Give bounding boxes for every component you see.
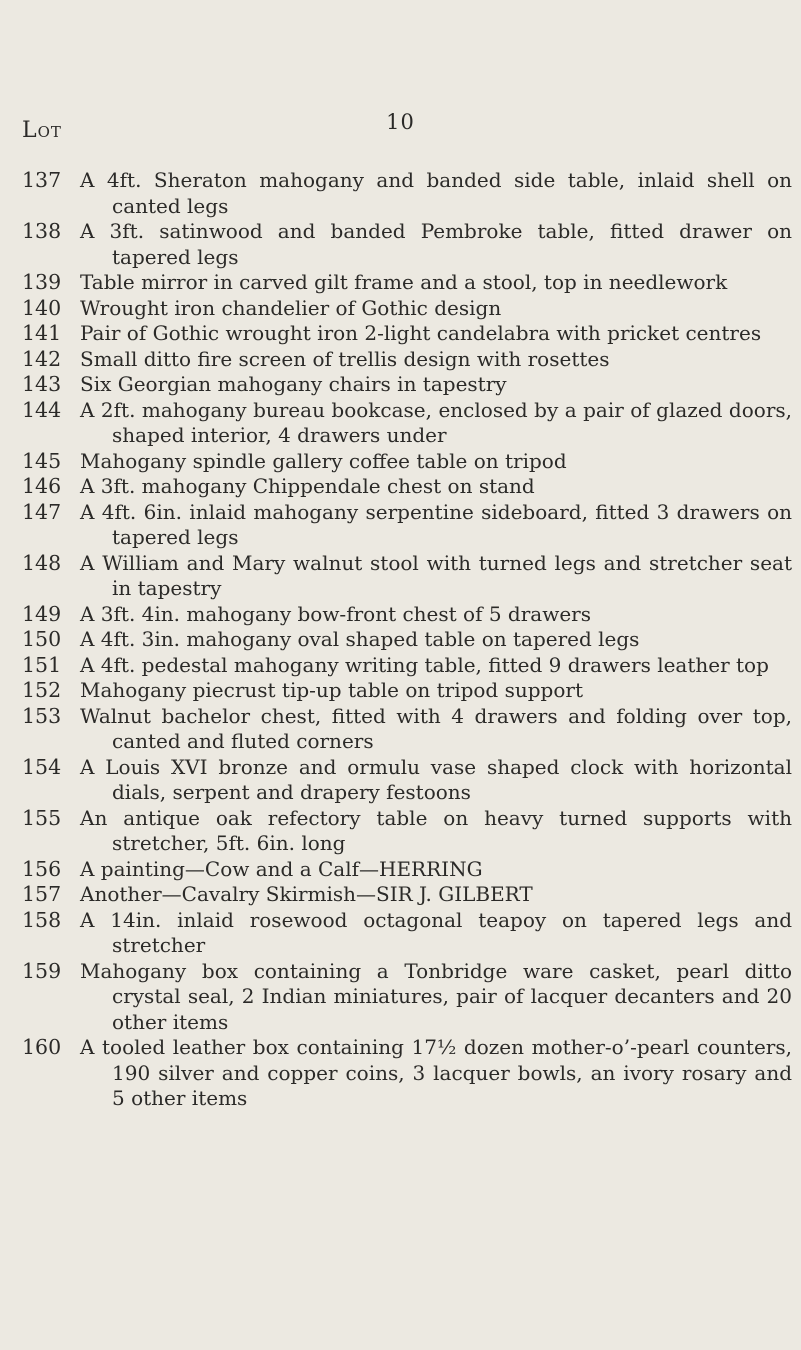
lot-entry: [22, 347, 792, 373]
lot-entry: [22, 296, 792, 322]
lot-description: A tooled leather box containing 17½ dozen mother-o’-pearl counters, 190 silver and copper coins, 3 lacquer bowls, an ivory rosary and 5 other items: [80, 1035, 792, 1110]
lot-description: A 4ft. 3in. mahogany oval shaped table on tapered legs: [80, 627, 640, 651]
lot-entry: [22, 959, 792, 1036]
lot-number: 147: [22, 499, 62, 524]
lot-description: Mahogany box containing a Tonbridge ware casket, pearl ditto crystal seal, 2 Indian miniatures, pair of lacquer decanters and 20 other items: [80, 958, 792, 1034]
lot-description: A painting—Cow and a Calf—HERRING: [80, 856, 483, 881]
lot-description: Pair of Gothic wrought iron 2-light candelabra with pricket centres: [80, 321, 762, 345]
lot-entry: [22, 857, 792, 883]
lot-entry: [22, 321, 792, 347]
lot-number: 139: [22, 270, 62, 294]
lot-entry: [22, 372, 792, 398]
lot-number: 160: [22, 1035, 62, 1059]
lot-entry: [22, 882, 792, 908]
lot-description: Mahogany spindle gallery coffee table on tripod: [80, 448, 567, 473]
lot-description: A 4ft. pedestal mahogany writing table, fitted 9 drawers leather top: [80, 652, 769, 677]
lot-number: 155: [22, 805, 62, 830]
lot-number: 151: [22, 652, 62, 677]
lot-entry: [22, 908, 792, 959]
lot-number: 141: [22, 321, 62, 345]
lot-entry: [22, 168, 792, 219]
lot-number: 152: [22, 678, 62, 702]
lot-entry: [22, 627, 792, 653]
lot-entry: [22, 551, 792, 602]
lot-number: 154: [22, 754, 62, 779]
lot-description: An antique oak refectory table on heavy turned supports with stretcher, 5ft. 6in. long: [80, 805, 792, 855]
lot-description: Walnut bachelor chest, fitted with 4 drawers and folding over top, canted and fluted corners: [80, 703, 792, 753]
lot-description: Small ditto fire screen of trellis design with rosettes: [80, 346, 610, 371]
lot-number: 138: [22, 219, 62, 243]
lot-entry: [22, 806, 792, 857]
lot-description: Six Georgian mahogany chairs in tapestry: [80, 372, 507, 396]
lot-entry: [22, 500, 792, 551]
lot-entry: [22, 398, 792, 449]
lot-description: A 3ft. 4in. mahogany bow-front chest of 5 drawers: [80, 601, 591, 626]
lot-number: 148: [22, 550, 62, 575]
lot-column-header: Lot: [22, 118, 62, 143]
lot-description: A 2ft. mahogany bureau bookcase, enclosed by a pair of glazed doors, shaped interior, 4 drawers under: [80, 397, 792, 447]
lot-description: Table mirror in carved gilt frame and a stool, top in needlework: [80, 270, 728, 294]
lot-number: 144: [22, 397, 62, 422]
lot-description: A Louis XVI bronze and ormulu vase shaped clock with horizontal dials, serpent and drapery festoons: [80, 754, 792, 804]
lot-number: 158: [22, 907, 62, 932]
lot-number: 146: [22, 474, 62, 498]
lot-entry: [22, 270, 792, 296]
lot-entry: [22, 1035, 792, 1112]
lot-number: 156: [22, 856, 62, 881]
lot-number: 137: [22, 168, 62, 192]
lot-description: Mahogany piecrust tip-up table on tripod support: [80, 678, 583, 702]
lot-number: 143: [22, 372, 62, 396]
lot-number: 149: [22, 601, 62, 626]
lot-description: A William and Mary walnut stool with turned legs and stretcher seat in tapestry: [80, 550, 792, 600]
lot-entry: [22, 219, 792, 270]
lot-description: A 3ft. mahogany Chippendale chest on stand: [80, 474, 535, 498]
lot-list: [22, 168, 792, 1112]
lot-number: 153: [22, 703, 62, 728]
lot-description: Wrought iron chandelier of Gothic design: [80, 295, 502, 320]
lot-entry: [22, 678, 792, 704]
lot-number: 159: [22, 958, 62, 983]
lot-description: A 14in. inlaid rosewood octagonal teapoy on tapered legs and stretcher: [80, 907, 792, 957]
lot-description: A 3ft. satinwood and banded Pembroke table, fitted drawer on tapered legs: [80, 219, 792, 269]
lot-entry: [22, 602, 792, 628]
lot-entry: [22, 449, 792, 475]
lot-number: 150: [22, 627, 62, 651]
lot-number: 142: [22, 346, 62, 371]
lot-description: A 4ft. Sheraton mahogany and banded side table, inlaid shell on canted legs: [80, 168, 792, 218]
lot-number: 157: [22, 882, 62, 906]
lot-entry: [22, 474, 792, 500]
lot-number: 140: [22, 295, 62, 320]
lot-description: A 4ft. 6in. inlaid mahogany serpentine sideboard, fitted 3 drawers on tapered legs: [80, 499, 792, 549]
page-number: 10: [386, 110, 415, 134]
lot-description: Another—Cavalry Skirmish—SIR J. GILBERT: [80, 882, 533, 906]
lot-entry: [22, 755, 792, 806]
lot-entry: [22, 704, 792, 755]
lot-number: 145: [22, 448, 62, 473]
lot-entry: [22, 653, 792, 679]
